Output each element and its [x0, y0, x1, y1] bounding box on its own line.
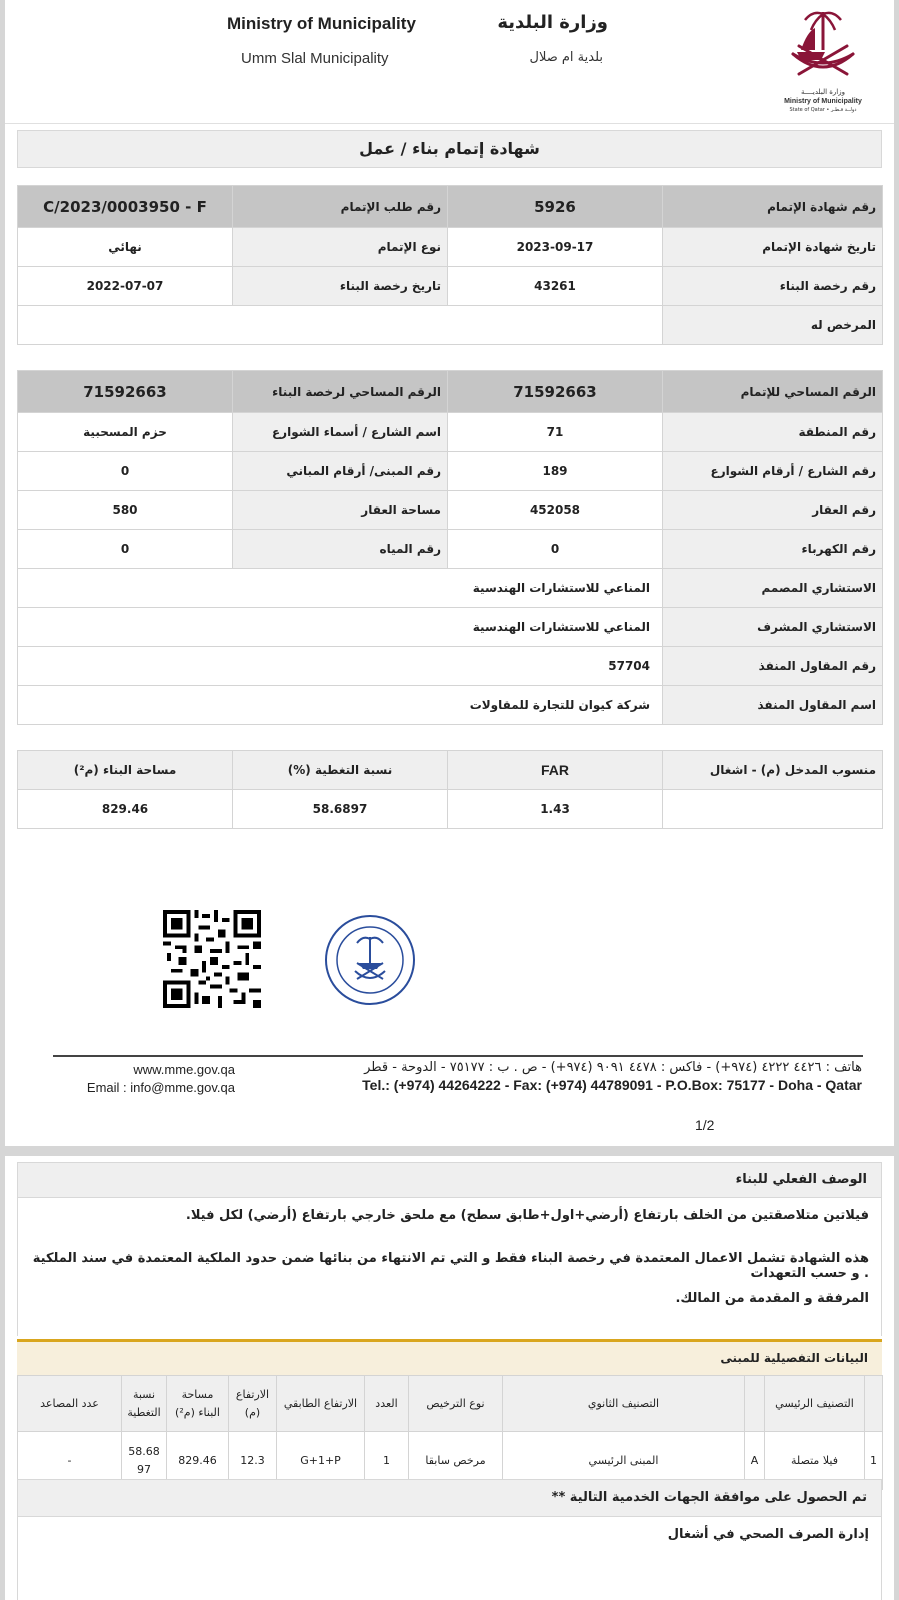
- far-value: 1.43: [448, 790, 663, 829]
- table-row: [18, 608, 883, 647]
- table-row: [18, 569, 883, 608]
- cell-main-class: فيلا متصلة: [765, 1432, 865, 1490]
- building-details-table: [17, 1375, 883, 1490]
- table-header-row: [18, 1376, 883, 1432]
- col-header-floor-height: الارتفاع الطابقي: [277, 1376, 365, 1432]
- building-number-label: رقم المبنى/ أرقام المباني: [233, 452, 448, 491]
- permit-number-label: رقم رخصة البناء: [663, 267, 883, 306]
- certificate-page-1: [5, 0, 894, 1146]
- coverage-header: نسبة التغطية (%): [233, 751, 448, 790]
- permit-number-value: 43261: [448, 267, 663, 306]
- approval-item: إدارة الصرف الصحي في أشغال: [17, 1517, 882, 1600]
- building-details-title: البيانات التفصيلية للمبنى: [17, 1339, 882, 1375]
- approvals-title: تم الحصول على موافقة الجهات الخدمية التالية **: [17, 1479, 882, 1517]
- table-row: [18, 306, 883, 345]
- cell-secondary-class: المبنى الرئيسي: [503, 1432, 745, 1490]
- ministry-name-ar: وزارة البلدية: [497, 12, 608, 33]
- contractor-number-label: رقم المقاول المنفذ: [663, 647, 883, 686]
- building-number-value: 0: [18, 452, 233, 491]
- table-row: [18, 790, 883, 829]
- actual-description-body: [17, 1198, 882, 1336]
- permit-plot-number-label: الرقم المساحي لرخصة البناء: [233, 371, 448, 413]
- permit-date-value: 2022-07-07: [18, 267, 233, 306]
- contractor-name-value: شركة كيوان للتجارة للمقاولات: [18, 686, 663, 725]
- qatar-emblem-icon: [785, 6, 861, 84]
- cell-coverage: 58.6897: [122, 1432, 167, 1490]
- supervising-consultant-value: المناعي للاستشارات الهندسية: [18, 608, 663, 647]
- completion-plot-number-label: الرقم المساحي للإتمام: [663, 371, 883, 413]
- electricity-number-label: رقم الكهرباء: [663, 530, 883, 569]
- certificate-date-value: 2023-09-17: [448, 228, 663, 267]
- water-number-value: 0: [18, 530, 233, 569]
- permit-date-label: تاريخ رخصة البناء: [233, 267, 448, 306]
- qr-code-icon[interactable]: [163, 910, 261, 1008]
- table-row: [18, 228, 883, 267]
- cell-license-type: مرخص سابقا: [409, 1432, 503, 1490]
- electricity-number-value: 0: [448, 530, 663, 569]
- supervising-consultant-label: الاستشاري المشرف: [663, 608, 883, 647]
- licensee-label: المرخص له: [663, 306, 883, 345]
- entrance-level-header: منسوب المدخل (م) - اشغال: [663, 751, 883, 790]
- property-info-table: [17, 370, 883, 725]
- cell-floor-height: G+1+P: [277, 1432, 365, 1490]
- contact-info-ar: هاتف : ٤٤٢٦ ٤٢٢٢ (٩٧٤+) - فاكس : ٤٤٧٨ ٩٠٩١ (٩٧٤+) - ص . ب : ٧٥١٧٧ - الدوحة - قطر: [364, 1060, 862, 1075]
- cell-code: A: [745, 1432, 765, 1490]
- page-number: 1/2: [695, 1117, 715, 1133]
- completion-type-label: نوع الإتمام: [233, 228, 448, 267]
- col-header-code: [745, 1376, 765, 1432]
- table-row: [18, 186, 883, 228]
- logo-caption-en: Ministry of Municipality: [784, 98, 862, 105]
- table-row: [18, 413, 883, 452]
- property-number-value: 452058: [448, 491, 663, 530]
- certificate-info-table: [17, 185, 883, 345]
- footer-web-block: [65, 1061, 235, 1097]
- table-row: [18, 267, 883, 306]
- permit-plot-number-value: 71592663: [18, 371, 233, 413]
- coverage-value: 58.6897: [233, 790, 448, 829]
- street-name-label: اسم الشارع / أسماء الشوارع: [233, 413, 448, 452]
- cell-building-area: 829.46: [167, 1432, 229, 1490]
- street-name-value: حزم المسحبية: [18, 413, 233, 452]
- municipality-name-ar: بلدية ام صلال: [529, 50, 603, 65]
- table-row: [18, 452, 883, 491]
- zone-number-label: رقم المنطقة: [663, 413, 883, 452]
- cell-elevators: -: [18, 1432, 122, 1490]
- col-header-license-type: نوع الترخيص: [409, 1376, 503, 1432]
- cell-index: 1: [865, 1432, 883, 1490]
- street-number-label: رقم الشارع / أرقام الشوارع: [663, 452, 883, 491]
- building-area-header: مساحة البناء (م²): [18, 751, 233, 790]
- website-link[interactable]: www.mme.gov.qa: [133, 1062, 235, 1077]
- header-divider: [5, 123, 894, 124]
- property-area-value: 580: [18, 491, 233, 530]
- certificate-date-label: تاريخ شهادة الإتمام: [663, 228, 883, 267]
- col-header-building-area: مساحة البناء (م²): [167, 1376, 229, 1432]
- building-area-value: 829.46: [18, 790, 233, 829]
- municipality-name-en: Umm Slal Municipality: [241, 50, 389, 67]
- entrance-level-value: [663, 790, 883, 829]
- footer-divider: [53, 1055, 863, 1057]
- certificate-title: شهادة إتمام بناء / عمل: [17, 130, 882, 168]
- design-consultant-label: الاستشاري المصمم: [663, 569, 883, 608]
- ministry-name-en: Ministry of Municipality: [227, 14, 416, 33]
- col-header-elevators: عدد المصاعد: [18, 1376, 122, 1432]
- contractor-number-value: 57704: [18, 647, 663, 686]
- col-header-coverage: نسبة التغطية: [122, 1376, 167, 1432]
- certificate-number-label: رقم شهادة الإتمام: [663, 186, 883, 228]
- col-header-main-class: التصنيف الرئيسي: [765, 1376, 865, 1432]
- email-link[interactable]: Email : info@mme.gov.qa: [86, 1080, 235, 1095]
- water-number-label: رقم المياه: [233, 530, 448, 569]
- far-header: FAR: [448, 751, 663, 790]
- completion-type-value: نهائي: [18, 228, 233, 267]
- table-row: [18, 686, 883, 725]
- cell-count: 1: [365, 1432, 409, 1490]
- completion-plot-number-value: 71592663: [448, 371, 663, 413]
- col-header-count: العدد: [365, 1376, 409, 1432]
- zone-number-value: 71: [448, 413, 663, 452]
- col-header-index: [865, 1376, 883, 1432]
- certificate-page-2: [5, 1156, 894, 1600]
- licensee-value: [18, 306, 663, 345]
- description-line-1: فيلاتين متلاصقتين من الخلف بارتفاع (أرضي+اول+طابق سطح) مع ملحق خارجي بارتفاع (أرضي) لكل فيلا.: [185, 1208, 869, 1223]
- ministry-stamp-icon: [323, 913, 417, 1007]
- description-line-3: المرفقة و المقدمة من المالك.: [675, 1291, 869, 1306]
- table-row: [18, 751, 883, 790]
- table-row: [18, 491, 883, 530]
- table-row: [18, 647, 883, 686]
- logo-caption-ar: وزارة البلديــــة: [800, 88, 846, 96]
- cell-height: 12.3: [229, 1432, 277, 1490]
- ministry-logo: [773, 6, 873, 118]
- table-row: [18, 371, 883, 413]
- contact-info-en: Tel.: (+974) 44264222 - Fax: (+974) 44789091 - P.O.Box: 75177 - Doha - Qatar: [362, 1077, 862, 1093]
- contractor-name-label: اسم المقاول المنفذ: [663, 686, 883, 725]
- col-header-height: الارتفاع (م): [229, 1376, 277, 1432]
- logo-caption-small: State of Qatar • دولــة قـطـر: [789, 107, 857, 113]
- design-consultant-value: المناعي للاستشارات الهندسية: [18, 569, 663, 608]
- table-row: [18, 530, 883, 569]
- metrics-table: [17, 750, 883, 829]
- request-number-value: C/2023/0003950 - F: [18, 186, 233, 228]
- actual-description-title: الوصف الفعلي للبناء: [17, 1162, 882, 1198]
- request-number-label: رقم طلب الإتمام: [233, 186, 448, 228]
- property-area-label: مساحة العقار: [233, 491, 448, 530]
- property-number-label: رقم العقار: [663, 491, 883, 530]
- street-number-value: 189: [448, 452, 663, 491]
- description-line-2: هذه الشهادة تشمل الاعمال المعتمدة في رخصة البناء فقط و التي تم الانتهاء من بنائها ضمن حدود الملكية المعتمدة في سند الملكية . و حسب التعهدات: [32, 1251, 869, 1281]
- certificate-number-value: 5926: [448, 186, 663, 228]
- col-header-secondary-class: التصنيف الثانوي: [503, 1376, 745, 1432]
